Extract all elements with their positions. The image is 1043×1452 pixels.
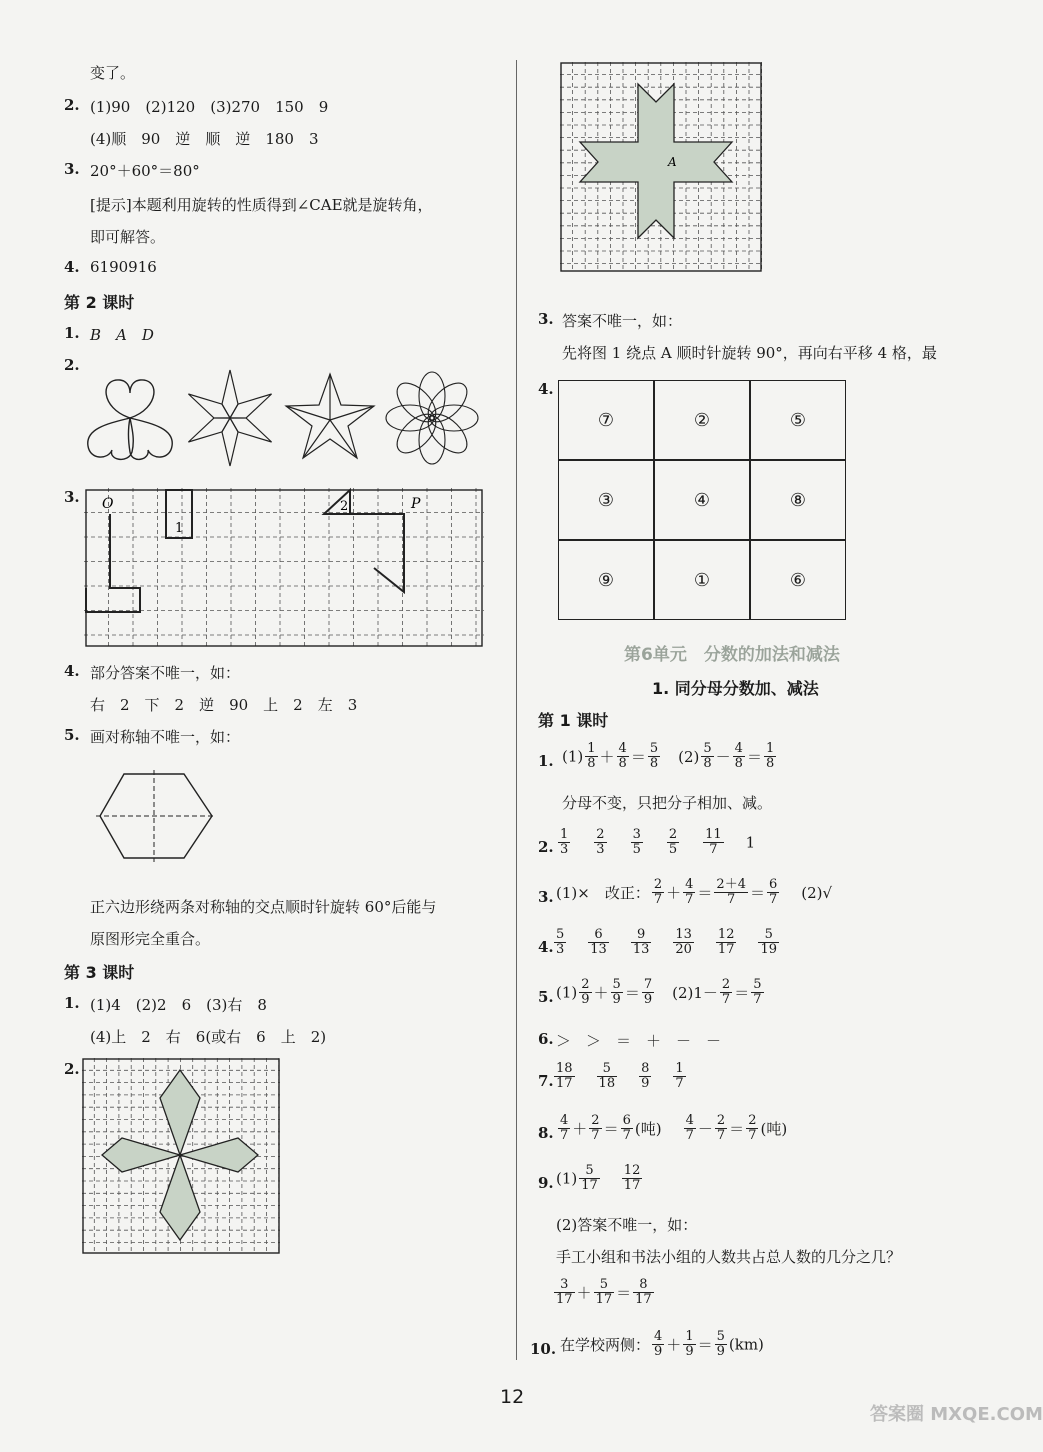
l2-q5-number: 5. xyxy=(64,726,80,744)
fraction: $\frac{4}{7}$ xyxy=(560,1113,569,1143)
fraction: $\frac{5}{9}$ xyxy=(716,1329,725,1359)
expression-text: － xyxy=(697,1120,713,1138)
grid-rotation-figure-right xyxy=(560,62,762,272)
fraction: $\frac{12}{17}$ xyxy=(623,1163,641,1193)
grid-cell: ⑧ xyxy=(750,460,846,540)
fraction: $\frac{1}{3}$ xyxy=(560,827,569,857)
i-q1-number: 1. xyxy=(538,752,554,770)
petal-flower-shape xyxy=(386,372,478,464)
grid-lines xyxy=(84,488,484,648)
fraction: $\frac{2}{9}$ xyxy=(581,977,590,1007)
fraction: $\frac{2}{7}$ xyxy=(591,1113,600,1143)
expression-text: ＋ xyxy=(666,884,682,902)
r-q3-line2: 先将图 1 绕点 A 顺时针旋转 90°，再向右平移 4 格，最 xyxy=(562,344,937,362)
q3-line1: 20°＋60°＝80° xyxy=(90,162,200,180)
expression-text: (km) xyxy=(728,1335,764,1354)
rotated-figure xyxy=(102,1070,258,1240)
i-q9-expression2 xyxy=(552,1278,656,1307)
fraction: $\frac{6}{13}$ xyxy=(590,927,607,957)
fraction: $\frac{2}{3}$ xyxy=(596,827,605,857)
l3-q1-line2: (4)上 2 右 6(或右 6 上 2) xyxy=(90,1028,327,1046)
expression-text: ＝ xyxy=(697,884,713,902)
unit-title: 第6单元 分数的加法和减法 xyxy=(624,645,840,665)
grid-translation-figure xyxy=(84,488,484,648)
star-flower-shape xyxy=(184,370,275,466)
expression-text: 1 xyxy=(745,833,756,852)
lesson3-title: 第 3 课时 xyxy=(64,963,135,982)
fraction: $\frac{4}{8}$ xyxy=(734,741,743,771)
expression-text: ＋ xyxy=(572,1120,588,1138)
fraction: $\frac{1}{9}$ xyxy=(685,1329,694,1359)
label-1: 1 xyxy=(175,521,184,536)
i-q9-number: 9. xyxy=(538,1174,554,1192)
q2-line1: (1)90 (2)120 (3)270 150 9 xyxy=(90,98,329,116)
fraction: $\frac{1}{8}$ xyxy=(587,741,596,771)
fraction: $\frac{7}{9}$ xyxy=(643,977,653,1007)
path-shape-right xyxy=(350,514,404,592)
i-q3-number: 3. xyxy=(538,888,554,906)
q4-number: 4. xyxy=(64,258,80,276)
fraction: $\frac{5}{9}$ xyxy=(612,977,621,1007)
fraction: $\frac{4}{7}$ xyxy=(685,877,694,907)
i-q7-answers xyxy=(552,1062,706,1091)
fraction: $\frac{11}{7}$ xyxy=(705,827,722,857)
fraction: $\frac{4}{7}$ xyxy=(685,1113,694,1143)
l2-q4-number: 4. xyxy=(64,662,80,680)
expression-text: (1)× 改正： xyxy=(556,884,650,902)
i-q2-answers xyxy=(556,828,755,857)
grid-cell: ④ xyxy=(654,460,750,540)
fraction: $\frac{5}{19}$ xyxy=(760,927,778,957)
grid-cell: ③ xyxy=(558,460,654,540)
fraction: $\frac{18}{17}$ xyxy=(556,1061,573,1091)
r-q3-line1: 答案不唯一，如： xyxy=(562,312,683,330)
l2-q1-answers: B A D xyxy=(90,326,154,344)
expression-text: ＝ xyxy=(734,984,750,1002)
expression-text: (2)1－ xyxy=(672,984,718,1002)
i-q10-number: 10. xyxy=(530,1340,557,1358)
q3-tip-line2: 即可解答。 xyxy=(90,228,166,246)
l2-q5-line1: 画对称轴不唯一，如： xyxy=(90,728,241,746)
fraction: $\frac{8}{17}$ xyxy=(635,1277,652,1307)
l2-q5-line2: 正六边形绕两条对称轴的交点顺时针旋转 60°后能与 xyxy=(90,898,437,916)
rotation-shapes xyxy=(80,368,480,468)
expression-text: ＋ xyxy=(576,1284,592,1302)
fraction: $\frac{2}{7}$ xyxy=(721,977,731,1007)
fraction: $\frac{2+4}{7}$ xyxy=(716,877,746,907)
fraction: $\frac{5}{18}$ xyxy=(598,1061,616,1091)
r-q3-number: 3. xyxy=(538,310,554,328)
fraction: $\frac{6}{7}$ xyxy=(622,1113,631,1143)
i-q9-line3: 手工小组和书法小组的人数共占总人数的几分之几？ xyxy=(556,1248,902,1266)
top-line: 变了。 xyxy=(90,64,136,82)
i-q4-number: 4. xyxy=(538,938,554,956)
i-q1-note: 分母不变，只把分子相加、减。 xyxy=(562,794,773,812)
i-q8-number: 8. xyxy=(538,1124,554,1142)
fraction: $\frac{2}{7}$ xyxy=(653,877,663,907)
grid-cell: ① xyxy=(654,540,750,620)
i-q1-expression xyxy=(562,742,778,771)
expression-text: ＝ xyxy=(697,1336,713,1354)
fraction: $\frac{13}{20}$ xyxy=(675,927,692,957)
lesson2-title: 第 2 课时 xyxy=(64,293,135,312)
nine-grid xyxy=(558,380,850,620)
label-o: O xyxy=(102,496,114,512)
i-q7-number: 7. xyxy=(538,1072,554,1090)
l3-q2-number: 2. xyxy=(64,1060,80,1078)
i-q2-number: 2. xyxy=(538,838,554,856)
path-shape-left xyxy=(86,514,140,612)
expression-text: (1) xyxy=(556,983,578,1002)
fraction: $\frac{2}{7}$ xyxy=(748,1113,757,1143)
grid-rotation-figure-left xyxy=(82,1058,280,1254)
expression-text: ＋ xyxy=(666,1336,682,1354)
expression-text: (吨) xyxy=(634,1120,662,1138)
expression-text: ＝ xyxy=(630,748,646,766)
label-p: P xyxy=(411,496,421,512)
fraction: $\frac{6}{7}$ xyxy=(768,877,778,907)
tip-text: 本题利用旋转的性质得到∠CAE就是旋转角， xyxy=(131,196,433,214)
fraction: $\frac{1}{8}$ xyxy=(765,741,775,771)
i-q9-line2: (2)答案不唯一，如： xyxy=(556,1216,698,1234)
fraction: $\frac{3}{17}$ xyxy=(556,1277,573,1307)
fraction: $\frac{3}{5}$ xyxy=(632,827,641,857)
grid-cell: ② xyxy=(654,380,750,460)
l3-q1-line1: (1)4 (2)2 6 (3)右 8 xyxy=(90,996,267,1014)
q2-number: 2. xyxy=(64,96,80,114)
q2-line2: (4)顺 90 逆 顺 逆 180 3 xyxy=(90,130,319,148)
lesson1-title: 第 1 课时 xyxy=(538,711,609,730)
expression-text: ＝ xyxy=(746,748,762,766)
fraction: $\frac{5}{7}$ xyxy=(753,977,762,1007)
label-2: 2 xyxy=(340,499,349,514)
i-q6-number: 6. xyxy=(538,1030,554,1048)
pentagram-shape xyxy=(286,374,374,458)
fraction: $\frac{8}{9}$ xyxy=(641,1061,650,1091)
label-a: A xyxy=(668,155,677,169)
fraction: $\frac{2}{5}$ xyxy=(668,827,678,857)
expression-text: (1) xyxy=(562,747,584,766)
l2-q1-number: 1. xyxy=(64,324,80,342)
expression-text: (2) xyxy=(678,747,700,766)
q4-value: 6190916 xyxy=(90,258,157,276)
expression-text: ＝ xyxy=(624,984,640,1002)
expression-text: ＝ xyxy=(729,1120,745,1138)
fraction: $\frac{5}{17}$ xyxy=(581,1163,598,1193)
fraction: $\frac{5}{8}$ xyxy=(703,741,712,771)
fraction: $\frac{4}{8}$ xyxy=(618,741,627,771)
column-divider xyxy=(516,60,517,1360)
fraction: $\frac{9}{13}$ xyxy=(632,927,650,957)
expression-text: ＋ xyxy=(593,984,609,1002)
page-number: 12 xyxy=(500,1386,525,1408)
i-q6-value: ＞ ＞ ＝ ＋ － － xyxy=(556,1032,722,1050)
expression-text: ＝ xyxy=(749,884,765,902)
expression-text: － xyxy=(715,748,731,766)
fraction: $\frac{4}{9}$ xyxy=(654,1329,663,1359)
l2-q3-number: 3. xyxy=(64,488,80,506)
i-q5-expression xyxy=(556,978,766,1007)
fraction: $\frac{5}{8}$ xyxy=(649,741,659,771)
i-q9-expression xyxy=(556,1164,644,1193)
hexagon-figure xyxy=(96,770,216,862)
grid-cell: ⑦ xyxy=(558,380,654,460)
fraction: $\frac{12}{17}$ xyxy=(717,927,735,957)
fraction: $\frac{2}{7}$ xyxy=(716,1113,726,1143)
l3-q1-number: 1. xyxy=(64,994,80,1012)
q3-number: 3. xyxy=(64,160,80,178)
expression-text: 在学校两侧： xyxy=(560,1336,651,1354)
section-title: 1. 同分母分数加、减法 xyxy=(652,679,819,698)
tip-label: [提示] xyxy=(90,196,132,214)
grid-cell: ⑤ xyxy=(750,380,846,460)
i-q5-number: 5. xyxy=(538,988,554,1006)
expression-text: ＝ xyxy=(616,1284,632,1302)
expression-text: (2)√ xyxy=(801,883,833,902)
l2-q4-line1: 部分答案不唯一，如： xyxy=(90,664,241,682)
l2-q5-line3: 原图形完全重合。 xyxy=(90,930,211,948)
clover-shape xyxy=(88,380,172,459)
i-q10-expression xyxy=(560,1330,764,1359)
cross-figure xyxy=(580,84,732,238)
expression-text: ＋ xyxy=(599,748,615,766)
grid-frame xyxy=(86,490,482,646)
expression-text: ＝ xyxy=(603,1120,619,1138)
fraction: $\frac{5}{17}$ xyxy=(595,1277,613,1307)
l2-q4-line2: 右 2 下 2 逆 90 上 2 左 3 xyxy=(90,696,358,714)
grid-cell: ⑨ xyxy=(558,540,654,620)
i-q8-expression xyxy=(556,1114,787,1143)
watermark: 答案圈 MXQE.COM xyxy=(870,1404,1043,1425)
grid-cell: ⑥ xyxy=(750,540,846,620)
r-q4-number: 4. xyxy=(538,380,554,398)
expression-text: (吨) xyxy=(760,1120,788,1138)
q3-tip xyxy=(90,194,433,215)
l2-q2-number: 2. xyxy=(64,356,80,374)
fraction: $\frac{1}{7}$ xyxy=(675,1061,684,1091)
fraction: $\frac{5}{3}$ xyxy=(556,927,565,957)
i-q3-expression xyxy=(556,878,832,907)
i-q4-answers xyxy=(552,928,799,957)
expression-text: (1) xyxy=(556,1169,578,1188)
